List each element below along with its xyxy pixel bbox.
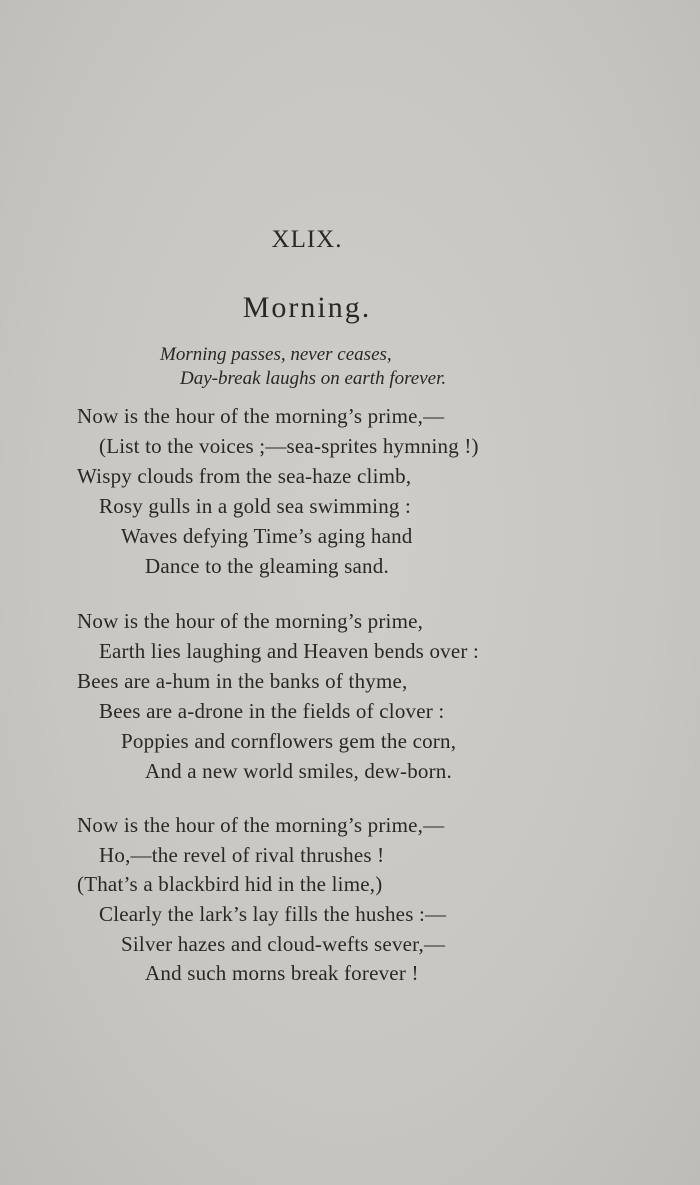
verse-line: (List to the voices ;—sea-sprites hymning !): [99, 434, 479, 458]
verse-line: Now is the hour of the morning’s prime,: [77, 609, 424, 633]
verse-line: Rosy gulls in a gold sea swimming :: [99, 494, 412, 518]
verse-line: Wispy clouds from the sea-haze climb,: [77, 464, 412, 488]
verse-line: And such morns break forever !: [145, 961, 419, 985]
verse-line: Ho,—the revel of rival thrushes !: [99, 843, 385, 867]
poem-number: XLIX.: [271, 226, 343, 253]
verse-line: And a new world smiles, dew-born.: [145, 759, 452, 783]
verse-line: Now is the hour of the morning’s prime,—: [77, 813, 445, 837]
verse-line: (That’s a blackbird hid in the lime,): [77, 872, 383, 896]
epigraph-line: Morning passes, never ceases,: [160, 344, 392, 365]
verse-line: Now is the hour of the morning’s prime,—: [77, 404, 445, 428]
verse-line: Waves defying Time’s aging hand: [121, 524, 413, 548]
epigraph-line: Day-break laughs on earth forever.: [180, 368, 447, 389]
verse-line: Dance to the gleaming sand.: [145, 554, 389, 578]
verse-line: Poppies and cornflowers gem the corn,: [121, 729, 457, 753]
verse-line: Bees are a-hum in the banks of thyme,: [77, 669, 408, 693]
verse-line: Silver hazes and cloud-wefts sever,—: [121, 932, 446, 956]
verse-line: Earth lies laughing and Heaven bends over :: [99, 639, 480, 663]
poem-title: Morning.: [242, 291, 372, 324]
verse-line: Clearly the lark’s lay fills the hushes :—: [99, 902, 447, 926]
verse-line: Bees are a-drone in the fields of clover :: [99, 699, 445, 723]
